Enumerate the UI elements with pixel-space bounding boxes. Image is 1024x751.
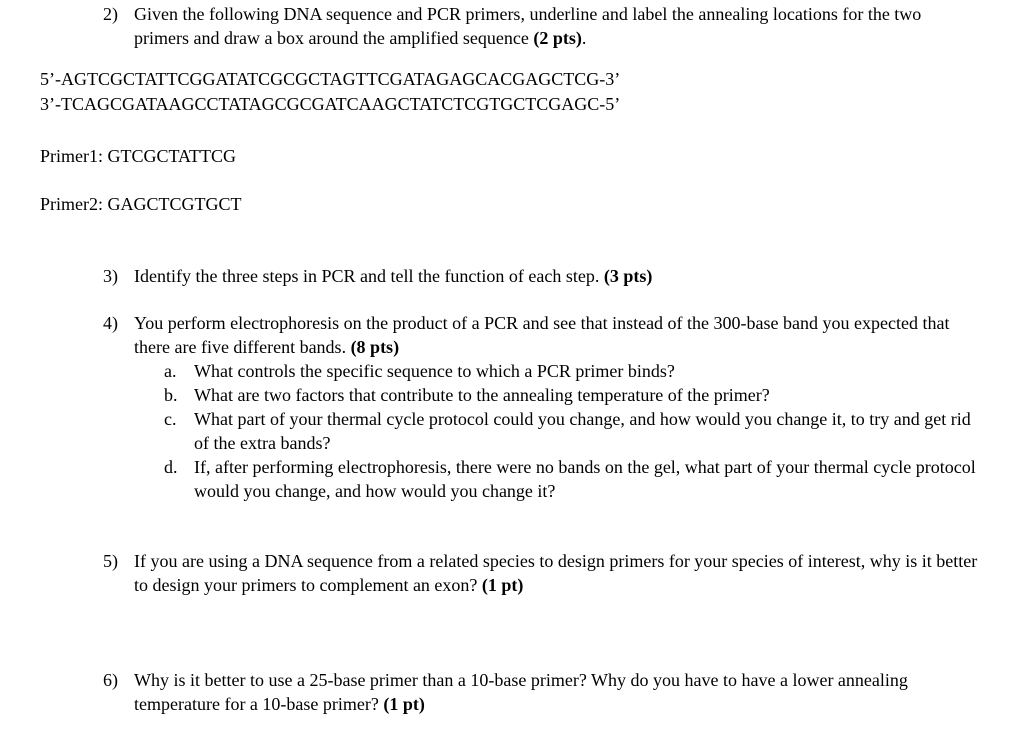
question-6-text	[134, 668, 979, 716]
dna-bottom-strand: 3’-TCAGCGATAAGCCTATAGCGCGATCAAGCTATCTCGTGCTCGAGC-5’	[40, 94, 621, 114]
question-2-end: .	[581, 28, 587, 48]
question-4-part-b-text: What are two factors that contribute to the annealing temperature of the primer?	[194, 385, 770, 405]
question-4-part-d-text: If, after performing electrophoresis, there were no bands on the gel, what part of your thermal cycle protocol would you change, and how would you change it?	[194, 457, 976, 501]
primer-2: Primer2: GAGCTCGTGCT	[40, 194, 242, 214]
question-5-body: If you are using a DNA sequence from a related species to design primers for your species of interest, why is it better to design your primers to complement an exon?	[134, 551, 978, 595]
question-3-points: (3 pts)	[603, 266, 653, 286]
question-4-body: You perform electrophoresis on the product of a PCR and see that instead of the 300-base band you expected that there are five different bands.	[134, 313, 950, 357]
question-4-number: 4)	[103, 313, 118, 333]
question-4-points: (8 pts)	[350, 337, 400, 357]
question-4-text	[134, 311, 979, 359]
question-3-number: 3)	[103, 266, 118, 286]
question-4-part-b-label: b.	[164, 385, 178, 405]
question-5-number: 5)	[103, 551, 118, 571]
question-4-part-c-text: What part of your thermal cycle protocol could you change, and how would you change it, to try and get rid of the extra bands?	[194, 409, 971, 453]
question-6-number: 6)	[103, 670, 118, 690]
primer-1: Primer1: GTCGCTATTCG	[40, 146, 237, 166]
question-4-part-a-label: a.	[164, 361, 177, 381]
question-6-points: (1 pt)	[383, 694, 425, 714]
question-3-body: Identify the three steps in PCR and tell the function of each step.	[134, 266, 600, 286]
question-2-points: (2 pts)	[533, 28, 582, 48]
question-4-part-d-label: d.	[164, 457, 178, 477]
question-4-part-c-label: c.	[164, 409, 177, 429]
question-2-text	[134, 2, 979, 50]
question-5-points: (1 pt)	[481, 575, 524, 595]
question-4-part-a-text: What controls the specific sequence to which a PCR primer binds?	[194, 361, 675, 381]
question-6-body: Why is it better to use a 25-base primer than a 10-base primer? Why do you have to have a lower annealing temperature for a 10-base primer?	[134, 670, 908, 714]
dna-top-strand: 5’-AGTCGCTATTCGGATATCGCGCTAGTTCGATAGAGCACGAGCTCG-3’	[40, 69, 621, 89]
question-3-text	[134, 264, 979, 288]
question-2-body: Given the following DNA sequence and PCR primers, underline and label the annealing locations for the two primers and draw a box around the amplified sequence	[134, 4, 922, 48]
question-2-number: 2)	[103, 4, 118, 24]
question-5-text	[134, 549, 979, 597]
